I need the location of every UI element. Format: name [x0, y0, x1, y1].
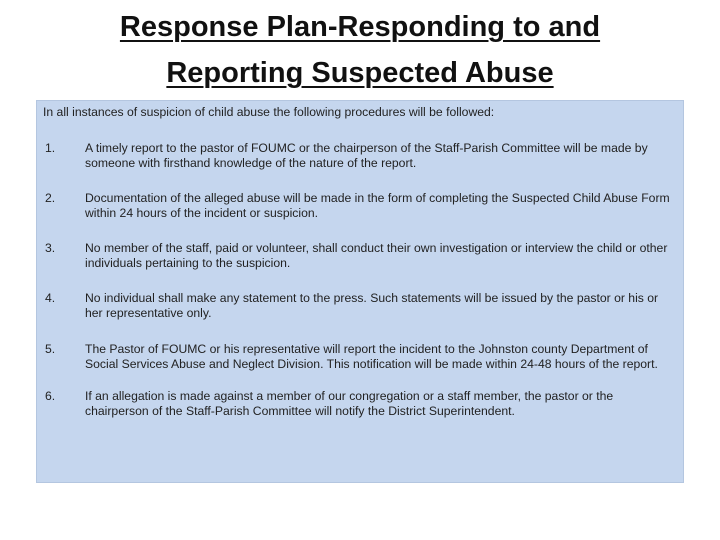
procedures-box	[36, 100, 684, 483]
slide-title-line-1: Response Plan-Responding to and	[119, 11, 601, 43]
slide-title	[40, 4, 680, 96]
list-item-text: No member of the staff, paid or volunteer, shall conduct their own investigation or interview the child or other individuals pertaining to the suspicion.	[85, 241, 668, 270]
list-item-text: Documentation of the alleged abuse will be made in the form of completing the Suspected Child Abuse Form within 24 hours of the incident or suspicion.	[85, 191, 670, 220]
slide-title-line-2: Reporting Suspected Abuse	[166, 57, 554, 89]
list-item-number: 2.	[45, 191, 56, 205]
intro-text: In all instances of suspicion of child abuse the following procedures will be followed:	[43, 105, 495, 119]
list-item-text: If an allegation is made against a member of our congregation or a staff member, the pastor or the chairperson of the Staff-Parish Committee will notify the District Superintendent.	[85, 389, 614, 418]
list-item-text: The Pastor of FOUMC or his representative will report the incident to the Johnston county Department of Social Services Abuse and Neglect Division. This notification will be made within 24-48 hours of the report.	[85, 342, 658, 371]
list-item-number: 1.	[45, 141, 56, 155]
list-item-text: No individual shall make any statement to the press. Such statements will be issued by the pastor or his or her representative only.	[85, 291, 659, 320]
list-item-number: 5.	[45, 342, 56, 356]
list-item-number: 3.	[45, 241, 56, 255]
list-item-number: 4.	[45, 291, 56, 305]
list-item-number: 6.	[45, 389, 56, 403]
list-item-text: A timely report to the pastor of FOUMC or the chairperson of the Staff-Parish Committee will be made by someone with firsthand knowledge of the nature of the report.	[85, 141, 648, 170]
